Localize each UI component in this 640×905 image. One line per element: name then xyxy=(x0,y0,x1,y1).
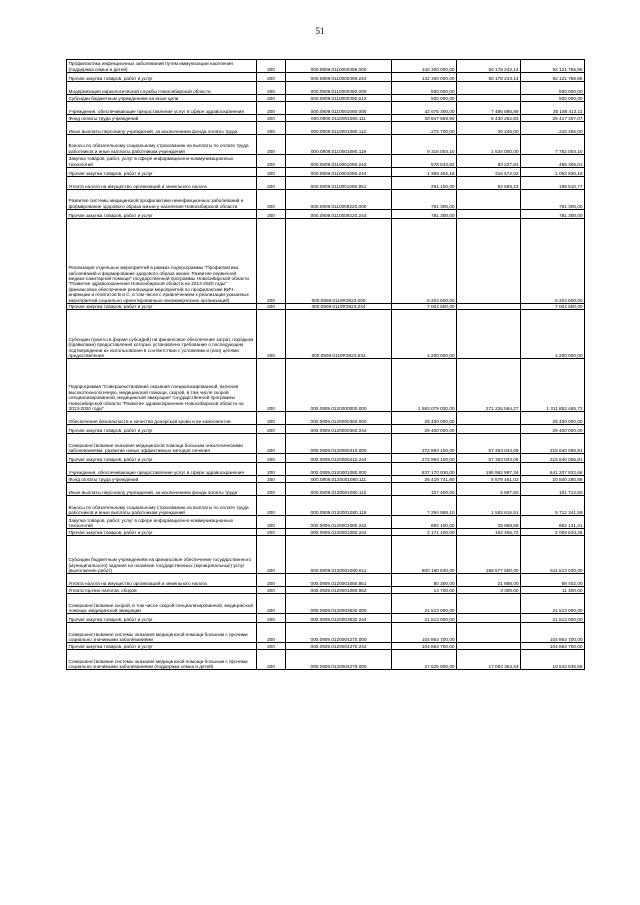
executed-amount-cell: 7 486 886,89 xyxy=(457,102,521,115)
row-name-cell: Прочая закупка товаров, работ и услуг xyxy=(67,73,257,82)
budget-table-body xyxy=(67,60,585,670)
row-name-cell: Уплата прочих налогов, сборов xyxy=(67,587,257,594)
row-name-cell: Модернизация наркологической службы Новосибирской области xyxy=(67,82,257,95)
row-code-cell: 200 xyxy=(257,412,286,425)
executed-amount-cell: 1 582 616,51 xyxy=(457,496,521,516)
budget-classification-cell: 000.0909.0110R3823.000 xyxy=(286,219,392,304)
row-name-cell: Прочая закупка товаров, работ и услуг xyxy=(67,210,257,219)
table-row xyxy=(67,463,585,476)
approved-amount-cell: 29 400 000,00 xyxy=(392,425,457,434)
executed-amount-cell: 57 353 043,09 xyxy=(457,434,521,454)
table-row xyxy=(67,476,585,483)
executed-amount-cell: 29 968,59 xyxy=(457,516,521,529)
executed-amount-cell xyxy=(457,190,521,210)
table-row xyxy=(67,643,585,650)
budget-classification-cell: 000.0909.0120001080.851 xyxy=(286,574,392,587)
table-row xyxy=(67,155,585,168)
remaining-amount-cell: 92 121 756,86 xyxy=(521,60,585,73)
table-row xyxy=(67,210,585,219)
table-row xyxy=(67,529,585,536)
approved-amount-cell: 1 369 402,18 xyxy=(392,168,457,177)
remaining-amount-cell: 500 000,00 xyxy=(521,82,585,95)
row-code-cell: 200 xyxy=(257,60,286,73)
table-row xyxy=(67,496,585,516)
budget-classification-cell: 000.0909.0120001080.112 xyxy=(286,483,392,496)
page-number: 51 xyxy=(315,26,325,36)
approved-amount-cell: 781 300,00 xyxy=(392,190,457,210)
row-name-cell: Субсидии бюджетным учреждениям на иные цели xyxy=(67,95,257,102)
row-name-cell: Уплата налога на имущество организаций и земельного налога xyxy=(67,574,257,587)
executed-amount-cell: 30 245,00 xyxy=(457,122,521,135)
executed-amount-cell: 50 178 243,14 xyxy=(457,60,521,73)
executed-amount-cell xyxy=(457,643,521,650)
approved-amount-cell: 272 993 100,00 xyxy=(392,434,457,454)
row-name-cell: Совершенствование системы оказания медицинской помощи больным с прочими социально значимыми заболеваниями xyxy=(67,623,257,643)
executed-amount-cell: 195 962 997,34 xyxy=(457,463,521,476)
row-code-cell: 200 xyxy=(257,122,286,135)
row-name-cell: Закупка товаров, работ, услуг в сфере информационно-коммуникационных технологий xyxy=(67,516,257,529)
approved-amount-cell: 27 625 900,00 xyxy=(392,650,457,670)
row-name-cell: Совершенствование системы оказания медицинской помощи больным с прочими социально значимыми заболеваниями (поддержка семьи и детей) xyxy=(67,650,257,670)
approved-amount-cell: 9 316 004,10 xyxy=(392,135,457,155)
budget-classification-cell: 000.0909.0120003630.000 xyxy=(286,594,392,614)
budget-classification-cell: 000.0909.0120004270.000 xyxy=(286,623,392,643)
table-row xyxy=(67,82,585,95)
approved-amount-cell: 29 400 000,00 xyxy=(392,412,457,425)
table-row xyxy=(67,587,585,594)
approved-amount-cell: 8 204 600,00 xyxy=(392,219,457,304)
approved-amount-cell: 781 300,00 xyxy=(392,210,457,219)
approved-amount-cell: 837 170 930,00 xyxy=(392,463,457,476)
row-code-cell: 200 xyxy=(257,536,286,574)
row-name-cell: Подпрограмма "Совершенствование оказания специализированной, включая высокотехнологичную, медицинской помощи, скорой, в том числе скорой специализированной, медицинской эвакуации" государственной программы Новосибирской области "Развитие здравоохранения Новосибирской области на 2013-2020 годы" xyxy=(67,359,257,412)
row-name-cell: Прочая закупка товаров, работ и услуг xyxy=(67,425,257,434)
executed-amount-cell: 271 226 564,27 xyxy=(457,359,521,412)
remaining-amount-cell: 781 300,00 xyxy=(521,190,585,210)
budget-classification-cell: 000.0909.0110000359.244 xyxy=(286,73,392,82)
row-code-cell: 200 xyxy=(257,614,286,623)
approved-amount-cell: 14 700,00 xyxy=(392,587,457,594)
row-name-cell: Закупка товаров, работ, услуг в сфере информационно-коммуникационных технологий xyxy=(67,155,257,168)
row-code-cell: 200 xyxy=(257,73,286,82)
remaining-amount-cell: 611 613 030,00 xyxy=(521,536,585,574)
executed-amount-cell xyxy=(457,210,521,219)
budget-classification-cell: 000.0909.0120000410.244 xyxy=(286,454,392,463)
remaining-amount-cell: 215 640 056,91 xyxy=(521,454,585,463)
row-name-cell: Фонд оплаты труда учреждений xyxy=(67,476,257,483)
executed-amount-cell: 83 227,81 xyxy=(457,155,521,168)
row-code-cell: 200 xyxy=(257,529,286,536)
row-name-cell: Иные выплаты персоналу учреждений, за исключением фонда оплаты труда xyxy=(67,122,257,135)
row-code-cell: 200 xyxy=(257,168,286,177)
remaining-amount-cell: 1 200 000,00 xyxy=(521,310,585,359)
remaining-amount-cell: 198 510,77 xyxy=(521,177,585,190)
executed-amount-cell xyxy=(457,219,521,304)
row-code-cell: 200 xyxy=(257,310,286,359)
approved-amount-cell: 21 513 000,00 xyxy=(392,614,457,623)
row-code-cell: 200 xyxy=(257,135,286,155)
row-name-cell: Обеспечение безопасности и качества донорской крови и ее компонентов xyxy=(67,412,257,425)
remaining-amount-cell: 1 311 852 465,73 xyxy=(521,359,585,412)
remaining-amount-cell: 35 188 413,11 xyxy=(521,102,585,115)
executed-amount-cell xyxy=(457,82,521,95)
approved-amount-cell: 892 100,00 xyxy=(392,516,457,529)
remaining-amount-cell: 495 306,01 xyxy=(521,155,585,168)
row-code-cell: 200 xyxy=(257,359,286,412)
table-row xyxy=(67,135,585,155)
table-row xyxy=(67,412,585,425)
approved-amount-cell: 7 004 600,00 xyxy=(392,304,457,310)
remaining-amount-cell: 92 121 756,86 xyxy=(521,73,585,82)
remaining-amount-cell: 20 840 280,88 xyxy=(521,476,585,483)
table-row xyxy=(67,623,585,643)
remaining-amount-cell: 104 864 700,00 xyxy=(521,643,585,650)
row-code-cell: 200 xyxy=(257,102,286,115)
row-name-cell: Учреждения, обеспечивающие предоставление услуг в сфере здравоохранения xyxy=(67,102,257,115)
remaining-amount-cell: 25 417 307,07 xyxy=(521,115,585,122)
budget-classification-cell: 000.0909.0120001080.000 xyxy=(286,463,392,476)
table-row xyxy=(67,454,585,463)
row-code-cell: 200 xyxy=(257,190,286,210)
approved-amount-cell: 2 171 100,00 xyxy=(392,529,457,536)
table-row xyxy=(67,359,585,412)
table-row xyxy=(67,168,585,177)
table-row xyxy=(67,434,585,454)
budget-classification-cell: 000.0909.0110001080.000 xyxy=(286,102,392,115)
remaining-amount-cell: 58 402,00 xyxy=(521,574,585,587)
budget-classification-cell: 000.0909.0120000360.244 xyxy=(286,425,392,434)
row-code-cell: 200 xyxy=(257,425,286,434)
row-name-cell: Прочая закупка товаров, работ и услуг xyxy=(67,643,257,650)
row-code-cell: 200 xyxy=(257,594,286,614)
row-code-cell: 200 xyxy=(257,483,286,496)
approved-amount-cell: 500 000,00 xyxy=(392,82,457,95)
table-row xyxy=(67,60,585,73)
row-code-cell: 200 xyxy=(257,210,286,219)
table-row xyxy=(67,115,585,122)
budget-classification-cell: 000.0909.0120003630.244 xyxy=(286,614,392,623)
remaining-amount-cell: 500 000,00 xyxy=(521,95,585,102)
budget-classification-cell: 000.0909.0120004279.000 xyxy=(286,650,392,670)
table-row xyxy=(67,483,585,496)
row-code-cell: 200 xyxy=(257,516,286,529)
remaining-amount-cell: 8 204 600,00 xyxy=(521,219,585,304)
row-code-cell: 200 xyxy=(257,304,286,310)
row-code-cell: 200 xyxy=(257,155,286,168)
approved-amount-cell: 142 300 000,00 xyxy=(392,73,457,82)
budget-classification-cell: 000.0909.0110001080.112 xyxy=(286,122,392,135)
remaining-amount-cell: 29 400 000,00 xyxy=(521,412,585,425)
remaining-amount-cell: 215 640 056,91 xyxy=(521,434,585,454)
remaining-amount-cell: 5 712 341,59 xyxy=(521,496,585,516)
executed-amount-cell: 17 083 364,44 xyxy=(457,650,521,670)
row-code-cell: 200 xyxy=(257,219,286,304)
budget-classification-cell: 000.0909.0110001080.244 xyxy=(286,168,392,177)
table-row xyxy=(67,219,585,304)
remaining-amount-cell: 10 542 535,56 xyxy=(521,650,585,670)
executed-amount-cell: 1 534 000,00 xyxy=(457,135,521,155)
row-code-cell: 200 xyxy=(257,463,286,476)
row-code-cell: 200 xyxy=(257,496,286,516)
row-code-cell: 200 xyxy=(257,574,286,587)
table-row xyxy=(67,574,585,587)
table-row xyxy=(67,536,585,574)
table-row xyxy=(67,102,585,115)
approved-amount-cell: 104 864 700,00 xyxy=(392,623,457,643)
remaining-amount-cell: 7 782 004,10 xyxy=(521,135,585,155)
budget-classification-cell: 000.0909.0120000360.000 xyxy=(286,412,392,425)
table-row xyxy=(67,425,585,434)
remaining-amount-cell: 862 131,41 xyxy=(521,516,585,529)
approved-amount-cell: 80 300,00 xyxy=(392,574,457,587)
row-code-cell: 200 xyxy=(257,454,286,463)
row-name-cell: Субсидии (гранты в форме субсидий) на финансовое обеспечение затрат, порядком (правилами) предоставления которых установлено требование о последующем подтверждении их использования в соответствии с условиями и (или) целями предоставления xyxy=(67,310,257,359)
approved-amount-cell: 272 700,00 xyxy=(392,122,457,135)
approved-amount-cell: 142 300 000,00 xyxy=(392,60,457,73)
row-name-cell: Развитие системы медицинской профилактики неинфекционных заболеваний и формирование здорового образа жизни у населения Новосибирской области xyxy=(67,190,257,210)
executed-amount-cell: 162 465,72 xyxy=(457,529,521,536)
budget-classification-cell: 000.0909.0110001080.242 xyxy=(286,155,392,168)
remaining-amount-cell: 21 513 000,00 xyxy=(521,614,585,623)
row-code-cell: 200 xyxy=(257,587,286,594)
budget-classification-cell: 000.0909.0120000000.000 xyxy=(286,359,392,412)
budget-classification-cell: 000.0909.0110000359.000 xyxy=(286,60,392,73)
budget-classification-cell: 000.0909.0120001080.119 xyxy=(286,496,392,516)
row-name-cell: Иные выплаты персоналу учреждений, за исключением фонда оплаты труда xyxy=(67,483,257,496)
executed-amount-cell: 92 589,23 xyxy=(457,177,521,190)
row-name-cell: Уплата налога на имущество организаций и земельного налога xyxy=(67,177,257,190)
executed-amount-cell xyxy=(457,425,521,434)
row-code-cell: 200 xyxy=(257,623,286,643)
budget-classification-cell: 000.0909.0120000410.000 xyxy=(286,434,392,454)
approved-amount-cell: 7 294 958,10 xyxy=(392,496,457,516)
row-name-cell: Профилактика инфекционных заболеваний путем иммунизации населения (поддержка семьи и детей) xyxy=(67,60,257,73)
executed-amount-cell xyxy=(457,594,521,614)
table-row xyxy=(67,614,585,623)
executed-amount-cell: 50 178 243,14 xyxy=(457,73,521,82)
budget-classification-cell: 000.0909.0110000390.000 xyxy=(286,82,392,95)
row-code-cell: 200 xyxy=(257,643,286,650)
executed-amount-cell: 5 430 252,83 xyxy=(457,115,521,122)
executed-amount-cell xyxy=(457,412,521,425)
budget-classification-cell: 000.0909.0120001080.244 xyxy=(286,529,392,536)
approved-amount-cell: 1 200 000,00 xyxy=(392,310,457,359)
row-name-cell: Совершенствование оказания медицинской помощи больным онкологическими заболеваниями, развитие новых эффективных методов лечения xyxy=(67,434,257,454)
executed-amount-cell: 188 577 600,00 xyxy=(457,536,521,574)
remaining-amount-cell: 1 052 830,16 xyxy=(521,168,585,177)
approved-amount-cell: 21 513 000,00 xyxy=(392,594,457,614)
remaining-amount-cell: 242 455,00 xyxy=(521,122,585,135)
remaining-amount-cell: 781 300,00 xyxy=(521,210,585,219)
budget-classification-cell: 000.0909.0110001080.119 xyxy=(286,135,392,155)
row-code-cell: 200 xyxy=(257,476,286,483)
executed-amount-cell xyxy=(457,310,521,359)
approved-amount-cell: 500 000,00 xyxy=(392,95,457,102)
approved-amount-cell: 42 675 300,00 xyxy=(392,102,457,115)
budget-classification-cell: 000.0909.0110009220.244 xyxy=(286,210,392,219)
remaining-amount-cell: 29 400 000,00 xyxy=(521,425,585,434)
remaining-amount-cell: 21 513 000,00 xyxy=(521,594,585,614)
approved-amount-cell: 30 847 559,90 xyxy=(392,115,457,122)
budget-classification-cell: 000.0909.0110R3823.632 xyxy=(286,310,392,359)
approved-amount-cell: 800 190 630,00 xyxy=(392,536,457,574)
table-row xyxy=(67,122,585,135)
budget-classification-cell: 000.0909.0110000390.612 xyxy=(286,95,392,102)
row-name-cell: Прочая закупка товаров, работ и услуг xyxy=(67,454,257,463)
row-code-cell: 200 xyxy=(257,82,286,95)
table-row xyxy=(67,73,585,82)
row-name-cell: Субсидии бюджетным учреждениям на финансовое обеспечение государственного (муниципального) задания на оказание государственных (муниципальных) услуг (выполнение работ) xyxy=(67,536,257,574)
row-name-cell: Взносы по обязательному социальному страхованию на выплаты по оплате труда работников и иные выплаты работникам учреждений xyxy=(67,135,257,155)
row-name-cell: Учреждения, обеспечивающие предоставление услуг в сфере здравоохранения xyxy=(67,463,257,476)
row-code-cell: 200 xyxy=(257,95,286,102)
row-name-cell: Прочая закупка товаров, работ и услуг xyxy=(67,304,257,310)
remaining-amount-cell: 641 207 932,66 xyxy=(521,463,585,476)
remaining-amount-cell: 101 712,50 xyxy=(521,483,585,496)
row-name-cell: Прочая закупка товаров, работ и услуг xyxy=(67,614,257,623)
row-name-cell: Фонд оплаты труда учреждений xyxy=(67,115,257,122)
row-code-cell: 200 xyxy=(257,177,286,190)
remaining-amount-cell: 104 864 700,00 xyxy=(521,623,585,643)
table-row xyxy=(67,594,585,614)
row-name-cell: Прочая закупка товаров, работ и услуг xyxy=(67,168,257,177)
table-row xyxy=(67,190,585,210)
remaining-amount-cell: 11 400,00 xyxy=(521,587,585,594)
executed-amount-cell: 5 579 461,02 xyxy=(457,476,521,483)
budget-classification-cell: 000.0909.0120001080.111 xyxy=(286,476,392,483)
executed-amount-cell xyxy=(457,623,521,643)
budget-classification-cell: 000.0909.0120001080.611 xyxy=(286,536,392,574)
approved-amount-cell: 1 583 079 030,00 xyxy=(392,359,457,412)
row-name-cell: Прочая закупка товаров, работ и услуг xyxy=(67,529,257,536)
approved-amount-cell: 291 100,00 xyxy=(392,177,457,190)
budget-classification-cell: 000.0909.0110001080.851 xyxy=(286,177,392,190)
table-row xyxy=(67,310,585,359)
approved-amount-cell: 578 533,82 xyxy=(392,155,457,168)
budget-classification-cell: 000.0909.0110R3823.244 xyxy=(286,304,392,310)
executed-amount-cell: 3 300,00 xyxy=(457,587,521,594)
executed-amount-cell xyxy=(457,95,521,102)
budget-classification-cell: 000.0909.0110001080.111 xyxy=(286,115,392,122)
executed-amount-cell xyxy=(457,614,521,623)
budget-classification-cell: 000.0909.0120001080.852 xyxy=(286,587,392,594)
approved-amount-cell: 104 864 700,00 xyxy=(392,643,457,650)
row-name-cell: Реализация отдельных мероприятий в рамках подпрограммы "Профилактика заболеваний и формирование здорового образа жизни. Развитие первичной медико-санитарной помощи" государственной программы Новосибирской области "Развитие здравоохранения Новосибирской области на 2013-2020 годы" (финансовое обеспечение реализации мероприятий по профилактике ВИЧ-инфекции и гепатитов B и C, в том числе с привлечением к реализации указанных мероприятий социально ориентированных некоммерческих организаций) xyxy=(67,219,257,304)
approved-amount-cell: 107 400,00 xyxy=(392,483,457,496)
budget-classification-cell: 000.0909.0110009220.000 xyxy=(286,190,392,210)
approved-amount-cell: 26 419 741,90 xyxy=(392,476,457,483)
row-code-cell: 200 xyxy=(257,115,286,122)
table-row xyxy=(67,650,585,670)
row-code-cell: 200 xyxy=(257,434,286,454)
executed-amount-cell: 5 687,50 xyxy=(457,483,521,496)
budget-classification-cell: 000.0909.0120001080.242 xyxy=(286,516,392,529)
row-name-cell: Совершенствование скорой, в том числе скорой специализированной, медицинской помощи, медицинской эвакуации xyxy=(67,594,257,614)
table-row xyxy=(67,95,585,102)
approved-amount-cell: 272 993 100,00 xyxy=(392,454,457,463)
table-row xyxy=(67,516,585,529)
executed-amount-cell: 57 353 043,09 xyxy=(457,454,521,463)
remaining-amount-cell: 2 008 634,28 xyxy=(521,529,585,536)
row-name-cell: Взносы по обязательному социальному страхованию на выплаты по оплате труда работников и иные выплаты работникам учреждений xyxy=(67,496,257,516)
row-code-cell: 200 xyxy=(257,650,286,670)
budget-classification-cell: 000.0909.0120004270.244 xyxy=(286,643,392,650)
budget-table xyxy=(66,59,585,670)
executed-amount-cell: 316 572,02 xyxy=(457,168,521,177)
remaining-amount-cell: 7 004 600,00 xyxy=(521,304,585,310)
executed-amount-cell: 21 898,00 xyxy=(457,574,521,587)
table-row xyxy=(67,177,585,190)
